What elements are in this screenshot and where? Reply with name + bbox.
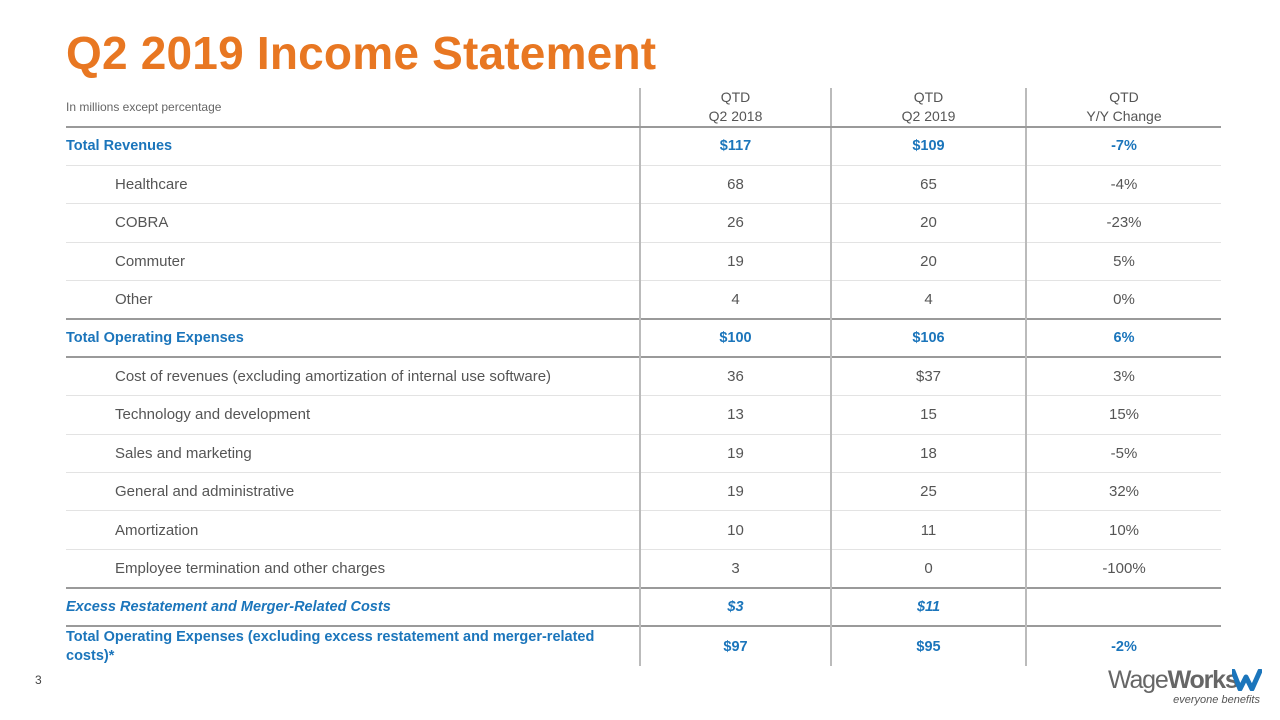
value-change: -100% [1026,549,1221,587]
value-q2-2018: 36 [640,357,831,395]
row-label: Sales and marketing [66,434,640,472]
units-note: In millions except percentage [66,88,640,127]
value-change: -4% [1026,165,1221,203]
value-change: -7% [1026,127,1221,165]
table-row-total-revenues [66,127,1221,165]
value-q2-2019: $106 [831,319,1026,357]
row-label: Commuter [66,242,640,280]
table-row [66,396,1221,434]
value-change: -23% [1026,204,1221,242]
value-q2-2019: $109 [831,127,1026,165]
table-row-total-operating-expenses [66,319,1221,357]
value-q2-2018: 19 [640,473,831,511]
value-change: 10% [1026,511,1221,549]
row-label: Other [66,281,640,319]
value-change: 3% [1026,357,1221,395]
value-q2-2018: 4 [640,281,831,319]
value-q2-2019: 20 [831,242,1026,280]
value-q2-2018: $97 [640,626,831,666]
value-q2-2019: 15 [831,396,1026,434]
page-title: Q2 2019 Income Statement [66,27,657,79]
value-q2-2019: 20 [831,204,1026,242]
income-statement-table [66,88,1221,666]
table-row [66,473,1221,511]
row-label: Total Revenues [66,127,640,165]
table-row-adjusted-operating-expenses [66,626,1221,666]
row-label: Cost of revenues (excluding amortization of internal use software) [66,357,640,395]
column-header-q2-2019: QTD Q2 2019 [831,88,1026,127]
value-q2-2019: 11 [831,511,1026,549]
value-q2-2019: $37 [831,357,1026,395]
wageworks-logo [1108,666,1260,708]
value-change: -5% [1026,434,1221,472]
value-change: -2% [1026,626,1221,666]
value-change [1026,588,1221,626]
value-q2-2018: $117 [640,127,831,165]
table-row [66,511,1221,549]
row-label: Excess Restatement and Merger-Related Costs [66,588,640,626]
value-change: 15% [1026,396,1221,434]
row-label: General and administrative [66,473,640,511]
logo-tagline: everyone benefits [1173,694,1260,706]
value-q2-2018: 68 [640,165,831,203]
row-label: Employee termination and other charges [66,549,640,587]
page-number: 3 [35,673,42,687]
row-label: COBRA [66,204,640,242]
table-row [66,242,1221,280]
table-row-excess-restatement [66,588,1221,626]
row-label: Healthcare [66,165,640,203]
table-header-row [66,88,1221,127]
logo-wordmark: WageWorks [1108,666,1238,694]
table-row [66,549,1221,587]
table-row [66,204,1221,242]
value-q2-2019: 18 [831,434,1026,472]
value-q2-2018: $100 [640,319,831,357]
value-change: 6% [1026,319,1221,357]
value-q2-2018: 19 [640,242,831,280]
logo-mark-icon [1232,669,1262,691]
value-change: 0% [1026,281,1221,319]
value-q2-2018: 3 [640,549,831,587]
value-q2-2019: $95 [831,626,1026,666]
value-q2-2019: $11 [831,588,1026,626]
row-label: Total Operating Expenses [66,319,640,357]
value-q2-2018: $3 [640,588,831,626]
value-q2-2019: 25 [831,473,1026,511]
value-q2-2018: 19 [640,434,831,472]
value-q2-2019: 4 [831,281,1026,319]
row-label: Technology and development [66,396,640,434]
column-header-q2-2018: QTD Q2 2018 [640,88,831,127]
value-change: 32% [1026,473,1221,511]
column-header-yy-change: QTD Y/Y Change [1026,88,1221,127]
value-q2-2018: 26 [640,204,831,242]
table-row [66,357,1221,395]
value-q2-2019: 65 [831,165,1026,203]
value-q2-2018: 10 [640,511,831,549]
value-q2-2019: 0 [831,549,1026,587]
value-q2-2018: 13 [640,396,831,434]
table-row [66,434,1221,472]
table-row [66,281,1221,319]
row-label: Amortization [66,511,640,549]
value-change: 5% [1026,242,1221,280]
table-row [66,165,1221,203]
row-label: Total Operating Expenses (excluding excess restatement and merger-related costs)* [66,626,640,666]
